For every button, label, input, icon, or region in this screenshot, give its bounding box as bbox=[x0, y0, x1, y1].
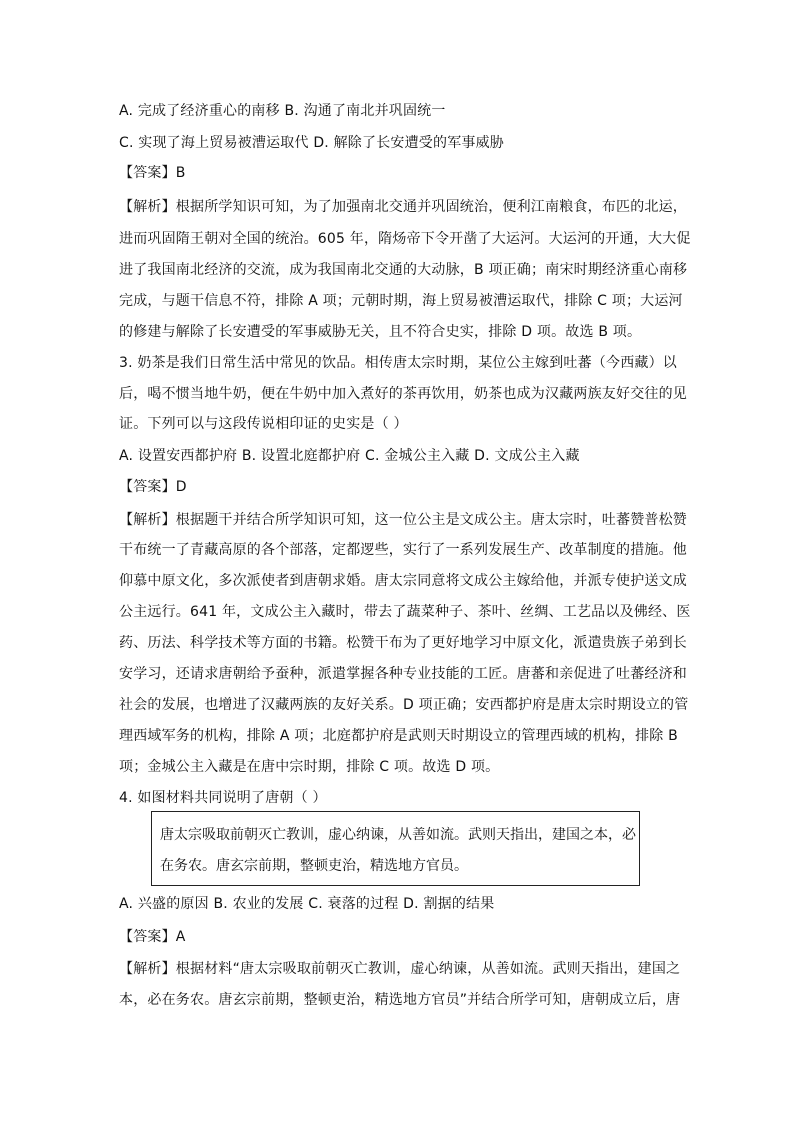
option-line-q2-cd: C. 实现了海上贸易被漕运取代 D. 解除了长安遭受的军事威胁 bbox=[119, 135, 505, 151]
analysis-q2-line1: 【解析】根据所学知识可知，为了加强南北交通并巩固统治，便利江南粮食，布匹的北运， bbox=[119, 199, 687, 215]
analysis-q3-line4: 公主远行。641 年，文成公主入藏时，带去了蔬菜种子、茶叶、丝绸、工艺品以及佛经、医 bbox=[119, 604, 691, 620]
answer-q2: 【答案】B bbox=[119, 165, 186, 181]
answer-q4: 【答案】A bbox=[119, 929, 186, 945]
analysis-q3-line7: 社会的发展，也增进了汉藏两族的友好关系。D 项正确；安西都护府是唐太宗时期设立的管 bbox=[119, 697, 689, 713]
analysis-q2-line4: 完成，与题干信息不符，排除 A 项；元朝时期，海上贸易被漕运取代，排除 C 项；大运河 bbox=[119, 293, 683, 309]
analysis-q4-line2: 本，必在务农。唐玄宗前期，整顿吏治，精选地方官员”并结合所学可知，唐朝成立后，唐 bbox=[119, 992, 681, 1008]
analysis-q3-line5: 药、历法、科学技术等方面的书籍。松赞干布为了更好地学习中原文化，派遣贵族子弟到长 bbox=[119, 635, 687, 651]
options-q3: A. 设置安西都护府 B. 设置北庭都护府 C. 金城公主入藏 D. 文成公主入藏 bbox=[119, 448, 580, 464]
question-3-line2: 后，喝不惯当地牛奶，便在牛奶中加入煮好的茶再饮用，奶茶也成为汉藏两族友好交往的见 bbox=[119, 386, 687, 402]
analysis-q2-line2: 进而巩固隋王朝对全国的统治。605 年，隋炀帝下令开凿了大运河。大运河的开通，大大促 bbox=[119, 231, 691, 247]
question-3-line1: 3. 奶茶是我们日常生活中常见的饮品。相传唐太宗时期，某位公主嫁到吐蕃（今西藏）以 bbox=[119, 355, 678, 371]
question-4-stem: 4. 如图材料共同说明了唐朝（ ） bbox=[119, 790, 327, 806]
option-line-q2-ab: A. 完成了经济重心的南移 B. 沟通了南北并巩固统一 bbox=[119, 103, 446, 119]
analysis-q2-line5: 的修建与解除了长安遭受的军事威胁无关，且不符合史实，排除 D 项。故选 B 项。 bbox=[119, 324, 642, 340]
options-q4: A. 兴盛的原因 B. 农业的发展 C. 衰落的过程 D. 割据的结果 bbox=[119, 896, 495, 912]
analysis-q2-line3: 进了我国南北经济的交流，成为我国南北交通的大动脉，B 项正确；南宋时期经济重心南移 bbox=[119, 262, 688, 278]
material-line2: 在务农。唐玄宗前期，整顿吏治，精选地方官员。 bbox=[160, 858, 468, 874]
analysis-q3-line1: 【解析】根据题干并结合所学知识可知，这一位公主是文成公主。唐太宗时，吐蕃赞普松赞 bbox=[119, 512, 687, 528]
answer-q3: 【答案】D bbox=[119, 479, 187, 495]
analysis-q3-line9: 项；金城公主入藏是在唐中宗时期，排除 C 项。故选 D 项。 bbox=[119, 759, 500, 775]
analysis-q3-line3: 仰慕中原文化，多次派使者到唐朝求婚。唐太宗同意将文成公主嫁给他，并派专使护送文成 bbox=[119, 573, 687, 589]
analysis-q3-line8: 理西域军务的机构，排除 A 项；北庭都护府是武则天时期设立的管理西域的机构，排除 B bbox=[119, 728, 678, 744]
material-line1: 唐太宗吸取前朝灭亡教训，虚心纳谏，从善如流。武则天指出，建国之本，必 bbox=[160, 827, 636, 843]
analysis-q4-line1: 【解析】根据材料“唐太宗吸取前朝灭亡教训，虚心纳谏，从善如流。武则天指出，建国之 bbox=[119, 961, 681, 977]
analysis-q3-line2: 干布统一了青藏高原的各个部落，定都逻些，实行了一系列发展生产、改革制度的措施。他 bbox=[119, 542, 687, 558]
question-3-line3: 证。下列可以与这段传说相印证的史实是（ ） bbox=[119, 416, 408, 432]
material-box bbox=[151, 811, 640, 886]
analysis-q3-line6: 安学习，还请求唐朝给予蚕种，派遣掌握各种专业技能的工匠。唐蕃和亲促进了吐蕃经济和 bbox=[119, 666, 687, 682]
